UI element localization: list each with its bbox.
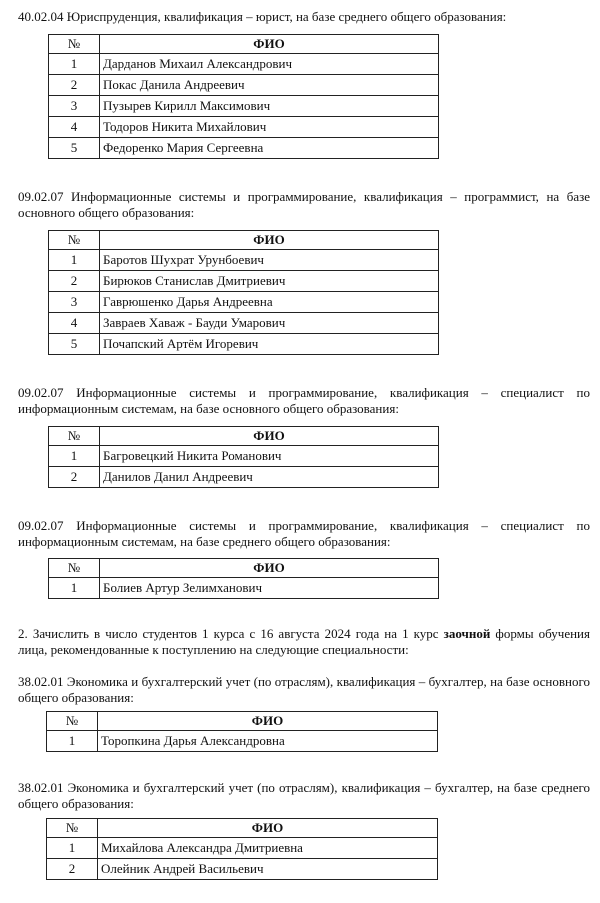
row-number: 4 — [49, 313, 100, 334]
fio-column-header: ФИО — [98, 819, 438, 838]
student-name: Покас Данила Андреевич — [100, 75, 439, 96]
row-number: 1 — [49, 578, 100, 599]
students-table — [48, 230, 439, 355]
table-row — [49, 292, 439, 313]
student-name: Михайлова Александра Дмитриевна — [98, 838, 438, 859]
student-name: Бирюков Станислав Дмитриевич — [100, 271, 439, 292]
student-name: Пузырев Кирилл Максимович — [100, 96, 439, 117]
students-table — [48, 34, 439, 159]
section-heading: 40.02.04 Юриспруденция, квалификация – юрист, на базе среднего общего образования: — [18, 9, 507, 24]
table-row — [49, 467, 439, 488]
table-row — [47, 838, 438, 859]
fio-column-header: ФИО — [100, 35, 439, 54]
student-name: Федоренко Мария Сергеевна — [100, 138, 439, 159]
student-name: Почапский Артём Игоревич — [100, 334, 439, 355]
section-heading: 09.02.07 Информационные системы и программирование, квалификация – программист, на базе основного общего образования: — [18, 189, 590, 221]
fio-column-header: ФИО — [98, 712, 438, 731]
enrollment-paragraph — [18, 626, 590, 659]
row-number: 4 — [49, 117, 100, 138]
section-heading: 09.02.07 Информационные системы и программирование, квалификация – специалист по информационным системам, на базе основного общего образования: — [18, 385, 590, 417]
row-number: 2 — [49, 271, 100, 292]
row-number: 3 — [49, 292, 100, 313]
students-table — [46, 711, 438, 752]
student-name: Торопкина Дарья Александровна — [98, 731, 438, 752]
row-number: 1 — [47, 838, 98, 859]
table-row — [49, 75, 439, 96]
table-row — [49, 117, 439, 138]
paragraph-text-start: 2. Зачислить в число студентов 1 курса с 16 августа 2024 года на 1 курс — [18, 626, 444, 641]
paragraph-text-end: формы обучения лица, рекомендованные к поступлению на следующие специальности: — [18, 626, 590, 658]
number-column-header: № — [49, 35, 100, 54]
student-name: Тодоров Никита Михайлович — [100, 117, 439, 138]
paragraph-bold-word: заочной — [443, 626, 491, 641]
row-number: 1 — [49, 446, 100, 467]
fio-column-header: ФИО — [100, 231, 439, 250]
student-name: Баротов Шухрат Урунбоевич — [100, 250, 439, 271]
row-number: 5 — [49, 138, 100, 159]
section-heading: 38.02.01 Экономика и бухгалтерский учет (по отраслям), квалификация – бухгалтер, на базе основного общего образования: — [18, 674, 590, 706]
table-row — [47, 859, 438, 880]
row-number: 2 — [49, 467, 100, 488]
student-name: Завраев Хаваж - Бауди Умарович — [100, 313, 439, 334]
table-row — [49, 96, 439, 117]
row-number: 1 — [47, 731, 98, 752]
students-table — [48, 558, 439, 599]
row-number: 5 — [49, 334, 100, 355]
students-table — [48, 426, 439, 488]
number-column-header: № — [49, 559, 100, 578]
row-number: 2 — [49, 75, 100, 96]
table-row — [49, 271, 439, 292]
table-row — [47, 731, 438, 752]
number-column-header: № — [47, 712, 98, 731]
student-name: Гаврюшенко Дарья Андреевна — [100, 292, 439, 313]
table-row — [49, 54, 439, 75]
number-column-header: № — [47, 819, 98, 838]
section-heading: 09.02.07 Информационные системы и программирование, квалификация – специалист по информационным системам, на базе среднего общего образования: — [18, 518, 590, 550]
section-heading: 38.02.01 Экономика и бухгалтерский учет (по отраслям), квалификация – бухгалтер, на базе среднего общего образования: — [18, 780, 590, 812]
student-name: Дарданов Михаил Александрович — [100, 54, 439, 75]
student-name: Данилов Данил Андреевич — [100, 467, 439, 488]
student-name: Олейник Андрей Васильевич — [98, 859, 438, 880]
row-number: 1 — [49, 54, 100, 75]
number-column-header: № — [49, 427, 100, 446]
row-number: 2 — [47, 859, 98, 880]
number-column-header: № — [49, 231, 100, 250]
student-name: Багровецкий Никита Романович — [100, 446, 439, 467]
table-row — [49, 578, 439, 599]
table-row — [49, 313, 439, 334]
row-number: 3 — [49, 96, 100, 117]
table-row — [49, 250, 439, 271]
student-name: Болиев Артур Зелимханович — [100, 578, 439, 599]
row-number: 1 — [49, 250, 100, 271]
table-row — [49, 334, 439, 355]
table-row — [49, 138, 439, 159]
fio-column-header: ФИО — [100, 427, 439, 446]
table-row — [49, 446, 439, 467]
students-table — [46, 818, 438, 880]
fio-column-header: ФИО — [100, 559, 439, 578]
